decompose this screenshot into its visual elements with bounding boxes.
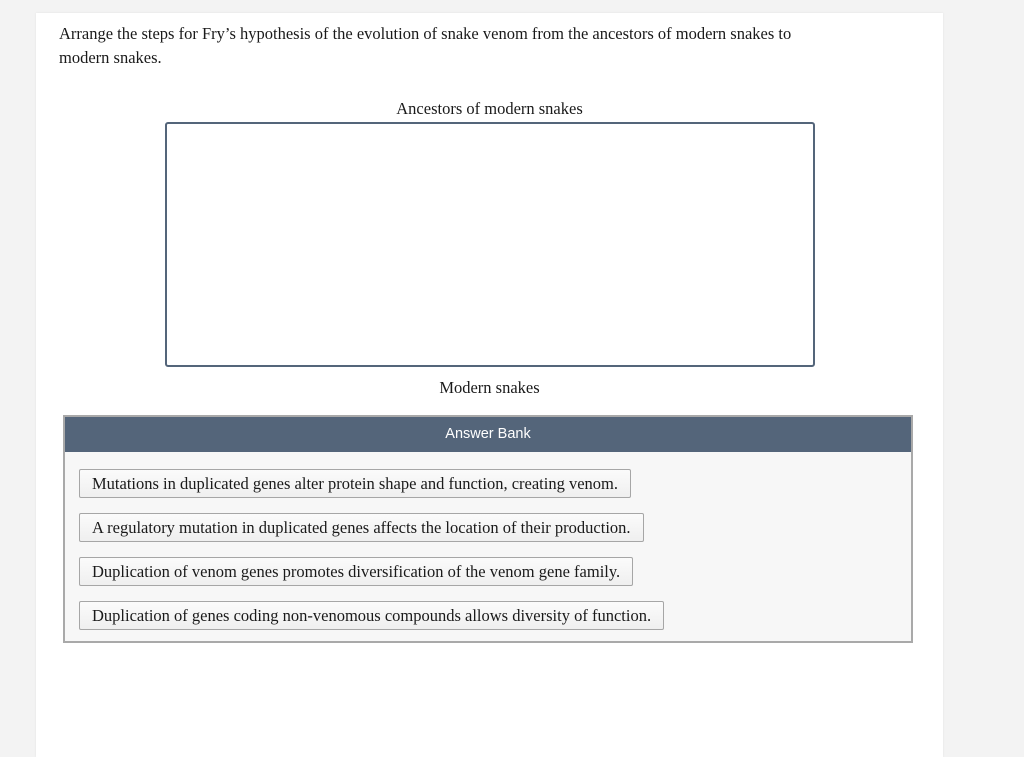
question-prompt: Arrange the steps for Fry’s hypothesis of the evolution of snake venom from the ancestors of modern snakes to modern snakes.	[59, 24, 792, 67]
answer-item-non-venomous-duplication[interactable]: Duplication of genes coding non-venomous compounds allows diversity of function.	[79, 601, 664, 630]
answer-bank-items	[79, 469, 664, 645]
answer-item-regulatory-mutation[interactable]: A regulatory mutation in duplicated genes affects the location of their production.	[79, 513, 644, 542]
answer-bank-title: Answer Bank	[65, 417, 911, 452]
sequence-end-label: Modern snakes	[439, 378, 540, 397]
answer-item-venom-gene-duplication[interactable]: Duplication of venom genes promotes diversification of the venom gene family.	[79, 557, 633, 586]
sequence-drop-zone[interactable]	[165, 122, 815, 367]
answer-bank	[63, 415, 913, 643]
question-page	[36, 13, 943, 757]
sequence-start-label: Ancestors of modern snakes	[396, 99, 583, 118]
answer-item-mutations[interactable]: Mutations in duplicated genes alter protein shape and function, creating venom.	[79, 469, 631, 498]
